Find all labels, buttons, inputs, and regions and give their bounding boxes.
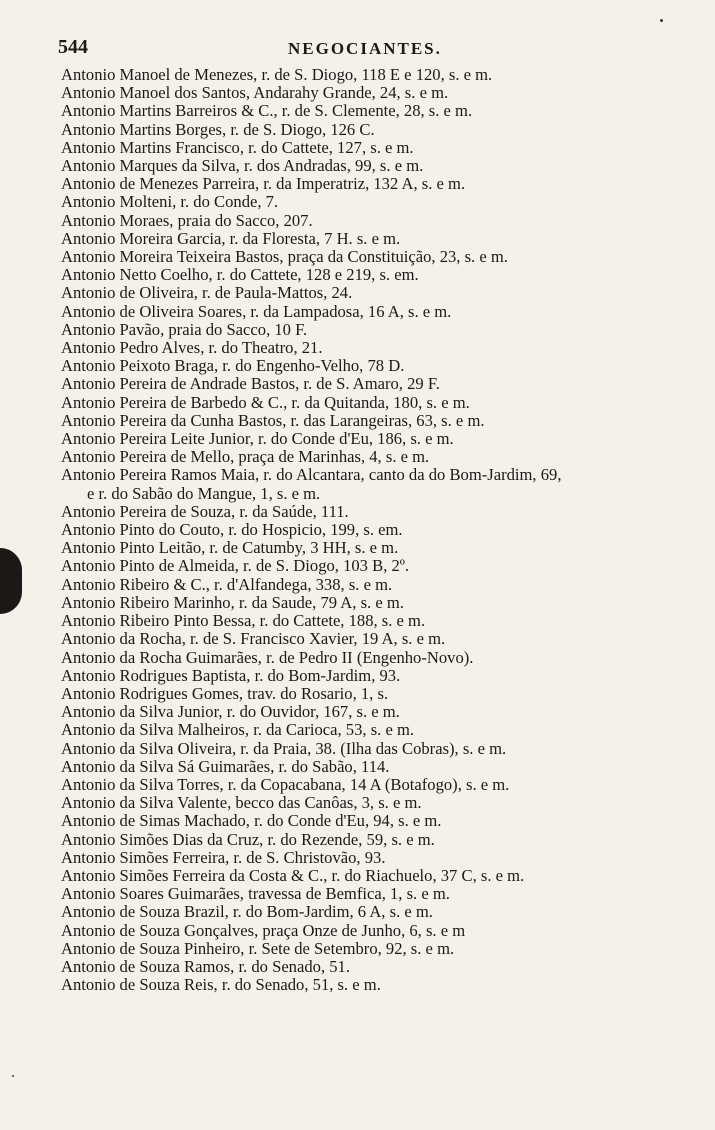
list-item: Antonio Simões Ferreira da Costa & C., r. do Riachuelo, 37 C, s. e m.: [61, 865, 525, 885]
list-item: Antonio Pereira da Cunha Bastos, r. das Larangeiras, 63, s. e m.: [61, 410, 485, 430]
list-item: Antonio de Simas Machado, r. do Conde d'Eu, 94, s. e m.: [61, 811, 442, 831]
list-item: Antonio Moraes, praia do Sacco, 207.: [61, 210, 313, 230]
list-item: Antonio Martins Francisco, r. do Cattete, 127, s. e m.: [61, 137, 414, 157]
list-item: Antonio Pavão, praia do Sacco, 10 F.: [61, 319, 308, 339]
list-item: Antonio de Souza Brazil, r. do Bom-Jardim, 6 A, s. e m.: [61, 902, 433, 922]
list-item: Antonio Moreira Garcia, r. da Floresta, 7 H. s. e m.: [61, 228, 401, 248]
list-item: Antonio Marques da Silva, r. dos Andradas, 99, s. e m.: [61, 156, 424, 176]
ink-speck: [12, 1075, 14, 1077]
list-item: Antonio de Souza Gonçalves, praça Onze de Junho, 6, s. e m: [61, 920, 466, 940]
list-item: Antonio da Silva Oliveira, r. da Praia, 38. (Ilha das Cobras), s. e m.: [61, 738, 507, 758]
list-item: Antonio de Souza Reis, r. do Senado, 51, s. e m.: [61, 975, 381, 995]
list-item: Antonio Pinto do Couto, r. do Hospicio, 199, s. em.: [61, 520, 403, 540]
list-item-continuation: e r. do Sabão do Mangue, 1, s. e m.: [87, 483, 321, 503]
list-item: Antonio Martins Barreiros & C., r. de S. Clemente, 28, s. e m.: [61, 101, 473, 121]
list-item: Antonio Pereira de Barbedo & C., r. da Quitanda, 180, s. e m.: [61, 392, 470, 412]
list-item: Antonio Ribeiro Pinto Bessa, r. do Cattete, 188, s. e m.: [61, 611, 426, 631]
list-item: Antonio Molteni, r. do Conde, 7.: [61, 192, 279, 212]
list-item: Antonio Simões Ferreira, r. de S. Christovão, 93.: [61, 847, 386, 867]
list-item: Antonio de Souza Ramos, r. do Senado, 51.: [61, 956, 350, 976]
entry-list: [61, 66, 686, 994]
list-item: Antonio Soares Guimarães, travessa de Bemfica, 1, s. e m.: [61, 884, 450, 904]
page-header: [58, 36, 668, 66]
list-item: Antonio Ribeiro & C., r. d'Alfandega, 338, s. e m.: [61, 574, 393, 594]
ink-speck: [660, 19, 663, 22]
list-item: Antonio Pinto Leitão, r. de Catumby, 3 HH, s. e m.: [61, 538, 399, 558]
page-number: 544: [58, 36, 88, 58]
list-item: Antonio Martins Borges, r. de S. Diogo, 126 C.: [61, 119, 375, 139]
list-item: Antonio da Silva Valente, becco das Canôas, 3, s. e m.: [61, 793, 422, 813]
list-item: Antonio Moreira Teixeira Bastos, praça da Constituição, 23, s. e m.: [61, 247, 508, 267]
list-item: Antonio Rodrigues Baptista, r. do Bom-Jardim, 93.: [61, 665, 401, 685]
list-item: Antonio Pereira Ramos Maia, r. do Alcantara, canto da do Bom-Jardim, 69,: [61, 465, 562, 485]
section-title: NEGOCIANTES.: [288, 39, 442, 58]
list-item: Antonio Peixoto Braga, r. do Engenho-Velho, 78 D.: [61, 356, 405, 376]
list-item: Antonio Manoel dos Santos, Andarahy Grande, 24, s. e m.: [61, 83, 449, 103]
list-item: Antonio de Menezes Parreira, r. da Imperatriz, 132 A, s. e m.: [61, 174, 466, 194]
list-item: Antonio da Silva Sá Guimarães, r. do Sabão, 114.: [61, 756, 390, 776]
list-item: Antonio Pedro Alves, r. do Theatro, 21.: [61, 338, 323, 358]
list-item: Antonio Netto Coelho, r. do Cattete, 128 e 219, s. em.: [61, 265, 419, 285]
list-item: Antonio Manoel de Menezes, r. de S. Diogo, 118 E e 120, s. e m.: [61, 65, 493, 84]
list-item: Antonio de Oliveira, r. de Paula-Mattos, 24.: [61, 283, 353, 303]
list-item: Antonio da Silva Malheiros, r. da Carioca, 53, s. e m.: [61, 720, 415, 740]
list-item: Antonio Rodrigues Gomes, trav. do Rosario, 1, s.: [61, 683, 389, 703]
list-item: Antonio da Rocha, r. de S. Francisco Xavier, 19 A, s. e m.: [61, 629, 446, 649]
list-item: Antonio Pereira de Mello, praça de Marinhas, 4, s. e m.: [61, 447, 430, 467]
list-item: Antonio Pereira de Souza, r. da Saúde, 111.: [61, 501, 349, 521]
list-item: Antonio Pereira de Andrade Bastos, r. de S. Amaro, 29 F.: [61, 374, 440, 394]
list-item: Antonio da Rocha Guimarães, r. de Pedro II (Engenho-Novo).: [61, 647, 474, 667]
list-item: Antonio da Silva Torres, r. da Copacabana, 14 A (Botafogo), s. e m.: [61, 774, 510, 794]
list-item: Antonio de Oliveira Soares, r. da Lampadosa, 16 A, s. e m.: [61, 301, 452, 321]
list-item: Antonio de Souza Pinheiro, r. Sete de Setembro, 92, s. e m.: [61, 938, 455, 958]
list-item: Antonio da Silva Junior, r. do Ouvidor, 167, s. e m.: [61, 702, 400, 722]
list-item: Antonio Pereira Leite Junior, r. do Conde d'Eu, 186, s. e m.: [61, 429, 454, 449]
list-item: Antonio Simões Dias da Cruz, r. do Rezende, 59, s. e m.: [61, 829, 435, 849]
list-item: Antonio Pinto de Almeida, r. de S. Diogo, 103 B, 2º.: [61, 556, 410, 576]
list-item: Antonio Ribeiro Marinho, r. da Saude, 79 A, s. e m.: [61, 592, 404, 612]
binding-edge-mark: [0, 548, 22, 614]
